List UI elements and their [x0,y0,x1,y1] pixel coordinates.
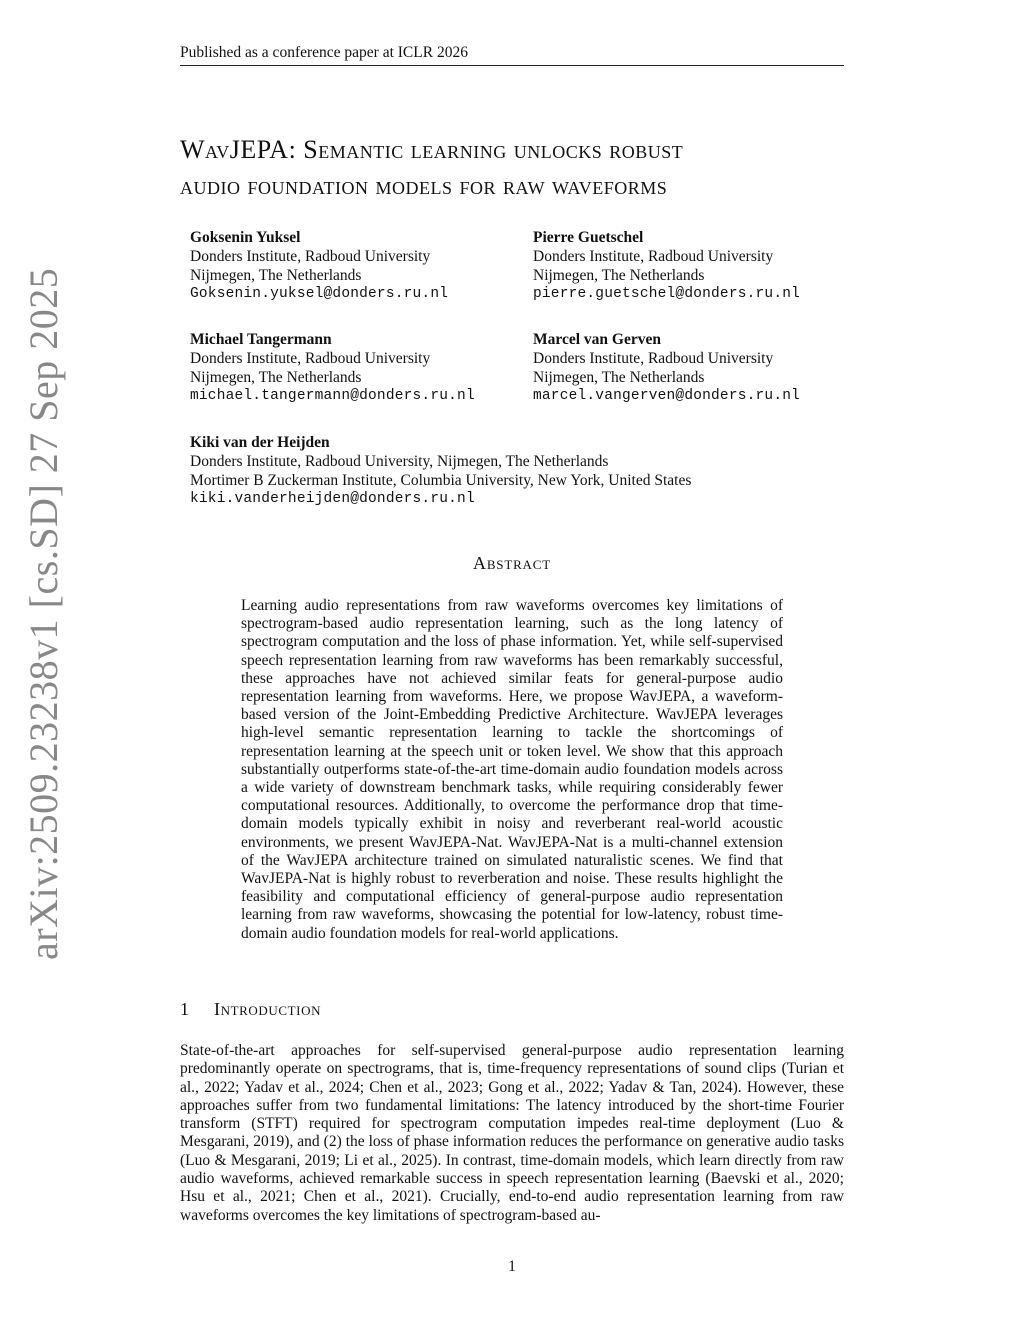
author-name: Kiki van der Heijden [190,434,330,451]
author-email[interactable]: michael.tangermann@donders.ru.nl [190,388,475,404]
author-location: Mortimer B Zuckerman Institute, Columbia University, New York, United States [190,472,692,489]
arxiv-identifier: arXiv:2509.23238v1 [cs.SD] 27 Sep 2025 [21,267,66,960]
author-location: Nijmegen, The Netherlands [533,267,705,284]
author-affiliation: Donders Institute, Radboud University [533,350,774,367]
author-location: Nijmegen, The Netherlands [190,267,362,284]
running-header: Published as a conference paper at ICLR 2026 [180,44,844,66]
author-affiliation: Donders Institute, Radboud University [533,248,774,265]
abstract-heading: Abstract [473,553,551,573]
page-number: 1 [508,1258,516,1275]
author-email[interactable]: marcel.vangerven@donders.ru.nl [533,388,801,404]
author-block [190,330,475,406]
author-affiliation: Donders Institute, Radboud University [190,248,431,265]
title-line-1: WavJEPA: Semantic learning unlocks robust [180,135,684,164]
author-email[interactable]: Goksenin.yuksel@donders.ru.nl [190,286,449,302]
abstract-text: Learning audio representations from raw waveforms overcomes key limitations of spectrogram-based audio representation learning, such as the long latency of spectrogram computation and the loss of phase information. Yet, while self-supervised speech representation learning from raw waveforms has been remarkably successful, these approaches have not achieved similar feats for general-purpose audio representation learning from waveforms. Here, we propose WavJEPA, a waveform-based version of the Joint-Embedding Predictive Architecture. WavJEPA leverages high-level semantic representation learning to tackle the shortcomings of representation learning at the speech unit or token level. We show that this approach substantially outperforms state-of-the-art time-domain audio foundation models across a wide variety of downstream benchmark tasks, while requiring considerably fewer computational resources. Additionally, to overcome the performance drop that time-domain models typically exhibit in noisy and reverberant real-world acoustic environments, we present WavJEPA-Nat. WavJEPA-Nat is a multi-channel extension of the WavJEPA architecture trained on simulated naturalistic scenes. We find that WavJEPA-Nat is highly robust to reverberation and noise. These results highlight the feasibility and computational efficiency of general-purpose audio representation learning from raw waveforms, showcasing the potential for low-latency, robust time-domain audio foundation models for real-world applications. [241,597,783,942]
section-title: Introduction [214,999,322,1019]
title-line-2: audio foundation models for raw waveforms [180,171,668,200]
author-name: Marcel van Gerven [533,331,661,348]
author-email[interactable]: kiki.vanderheijden@donders.ru.nl [190,491,475,507]
author-name: Goksenin Yuksel [190,229,301,246]
author-email[interactable]: pierre.guetschel@donders.ru.nl [533,286,801,302]
author-block [533,330,800,406]
author-block [190,433,691,509]
author-name: Pierre Guetschel [533,229,644,246]
section-number: 1 [180,999,190,1019]
introduction-text: State-of-the-art approaches for self-supervised general-purpose audio representation learning predominantly operate on spectrograms, that is, time-frequency representations of sound clips (Turian et al., 2022; Yadav et al., 2024; Chen et al., 2023; Gong et al., 2022; Yadav & Tan, 2024). However, these approaches suffer from two fundamental limitations: The latency introduced by the short-time Fourier transform (STFT) required for spectrogram computation impedes real-time deployment (Luo & Mesgarani, 2019), and (2) the loss of phase information reduces the performance on generative audio tasks (Luo & Mesgarani, 2019; Li et al., 2025). In contrast, time-domain models, which learn directly from raw audio waveforms, achieved remarkable success in speech representation learning (Baevski et al., 2020; Hsu et al., 2021; Chen et al., 2021). Crucially, end-to-end audio representation learning from raw waveforms overcomes the key limitations of spectrogram-based au- [180,1042,844,1224]
author-affiliation: Donders Institute, Radboud University [190,350,431,367]
author-block [190,228,448,304]
author-affiliation: Donders Institute, Radboud University, Nijmegen, The Netherlands [190,453,609,470]
author-block [533,228,800,304]
author-name: Michael Tangermann [190,331,332,348]
author-location: Nijmegen, The Netherlands [533,369,705,386]
author-location: Nijmegen, The Netherlands [190,369,362,386]
section-heading-introduction [180,999,321,1020]
paper-title [180,132,850,204]
